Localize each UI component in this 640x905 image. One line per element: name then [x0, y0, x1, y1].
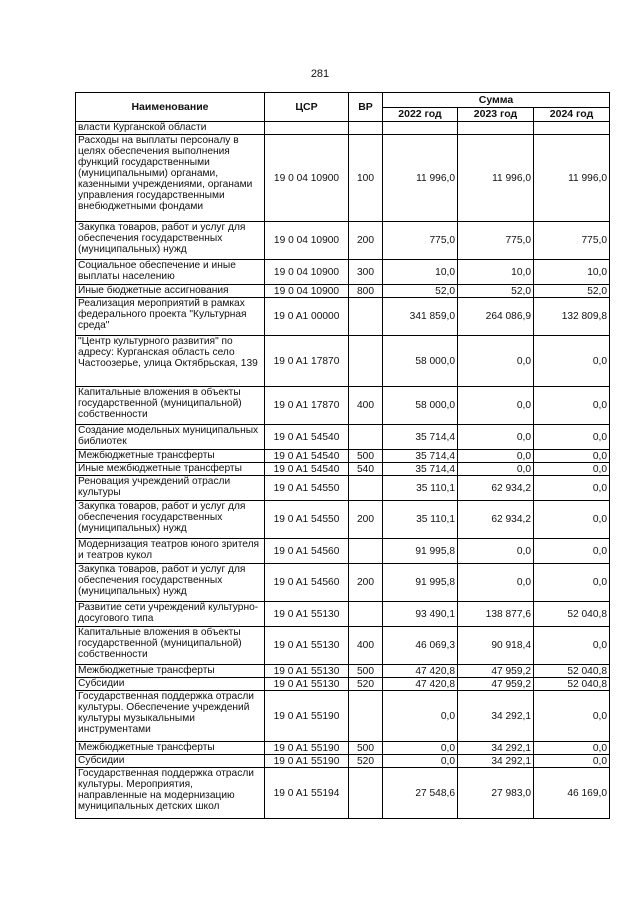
table-row	[76, 298, 610, 336]
name-cell: власти Курганской области	[76, 122, 265, 135]
amount-2024-cell: 0,0	[534, 501, 610, 539]
amount-2022-cell: 775,0	[383, 222, 458, 260]
amount-2024-cell: 0,0	[534, 387, 610, 425]
amount-2022-cell: 58 000,0	[383, 336, 458, 387]
amount-2022-cell: 11 996,0	[383, 135, 458, 222]
amount-2022-cell: 93 490,1	[383, 602, 458, 627]
header-year-2023: 2023 год	[458, 108, 534, 122]
amount-2023-cell: 0,0	[458, 425, 534, 450]
amount-2022-cell: 35 110,1	[383, 501, 458, 539]
table-row	[76, 678, 610, 691]
amount-2022-cell: 58 000,0	[383, 387, 458, 425]
amount-2022-cell: 35 714,4	[383, 463, 458, 476]
name-cell: Закупка товаров, работ и услуг для обеспечения государственных (муниципальных) нужд	[76, 501, 265, 539]
header-year-2022: 2022 год	[383, 108, 458, 122]
vr-cell: 400	[349, 387, 383, 425]
vr-cell: 200	[349, 501, 383, 539]
table-row	[76, 425, 610, 450]
name-cell: Капитальные вложения в объекты государственной (муниципальной) собственности	[76, 387, 265, 425]
amount-2023-cell: 775,0	[458, 222, 534, 260]
csr-cell: 19 0 A1 17870	[265, 336, 349, 387]
amount-2023-cell: 0,0	[458, 450, 534, 463]
vr-cell: 400	[349, 627, 383, 665]
table-row	[76, 602, 610, 627]
csr-cell: 19 0 A1 54560	[265, 539, 349, 564]
vr-cell: 500	[349, 742, 383, 755]
amount-2022-cell: 46 069,3	[383, 627, 458, 665]
vr-cell	[349, 122, 383, 135]
amount-2022-cell	[383, 122, 458, 135]
name-cell: Межбюджетные трансферты	[76, 665, 265, 678]
csr-cell: 19 0 A1 54550	[265, 501, 349, 539]
amount-2024-cell	[534, 122, 610, 135]
amount-2024-cell: 0,0	[534, 463, 610, 476]
budget-table	[75, 92, 610, 819]
amount-2023-cell: 0,0	[458, 387, 534, 425]
amount-2023-cell: 10,0	[458, 260, 534, 285]
vr-cell: 800	[349, 285, 383, 298]
csr-cell: 19 0 A1 54540	[265, 450, 349, 463]
vr-cell	[349, 768, 383, 819]
name-cell: Развитие сети учреждений культурно-досугового типа	[76, 602, 265, 627]
table-row	[76, 260, 610, 285]
amount-2024-cell: 0,0	[534, 755, 610, 768]
vr-cell: 520	[349, 755, 383, 768]
amount-2023-cell: 0,0	[458, 539, 534, 564]
amount-2024-cell: 0,0	[534, 539, 610, 564]
amount-2022-cell: 35 110,1	[383, 476, 458, 501]
amount-2022-cell: 52,0	[383, 285, 458, 298]
amount-2023-cell: 34 292,1	[458, 755, 534, 768]
amount-2023-cell: 90 918,4	[458, 627, 534, 665]
table-row	[76, 691, 610, 742]
vr-cell	[349, 476, 383, 501]
table-row	[76, 627, 610, 665]
table-row	[76, 336, 610, 387]
table-row	[76, 755, 610, 768]
amount-2024-cell: 0,0	[534, 476, 610, 501]
amount-2022-cell: 0,0	[383, 755, 458, 768]
amount-2023-cell: 34 292,1	[458, 742, 534, 755]
name-cell: Государственная поддержка отрасли культуры. Мероприятия, направленные на модернизацию муниципальных детских школ	[76, 768, 265, 819]
amount-2023-cell: 52,0	[458, 285, 534, 298]
amount-2023-cell	[458, 122, 534, 135]
amount-2022-cell: 27 548,6	[383, 768, 458, 819]
amount-2024-cell: 775,0	[534, 222, 610, 260]
vr-cell: 300	[349, 260, 383, 285]
csr-cell: 19 0 A1 54540	[265, 425, 349, 450]
amount-2024-cell: 11 996,0	[534, 135, 610, 222]
amount-2024-cell: 52 040,8	[534, 602, 610, 627]
vr-cell	[349, 336, 383, 387]
csr-cell: 19 0 04 10900	[265, 285, 349, 298]
amount-2022-cell: 341 859,0	[383, 298, 458, 336]
vr-cell: 200	[349, 222, 383, 260]
csr-cell: 19 0 A1 55130	[265, 665, 349, 678]
name-cell: Закупка товаров, работ и услуг для обеспечения государственных (муниципальных) нужд	[76, 222, 265, 260]
csr-cell: 19 0 A1 55190	[265, 742, 349, 755]
amount-2024-cell: 10,0	[534, 260, 610, 285]
amount-2024-cell: 46 169,0	[534, 768, 610, 819]
name-cell: Межбюджетные трансферты	[76, 742, 265, 755]
csr-cell: 19 0 A1 54550	[265, 476, 349, 501]
amount-2022-cell: 10,0	[383, 260, 458, 285]
header-name: Наименование	[76, 93, 265, 122]
amount-2022-cell: 91 995,8	[383, 539, 458, 564]
amount-2024-cell: 0,0	[534, 336, 610, 387]
amount-2024-cell: 0,0	[534, 742, 610, 755]
amount-2023-cell: 11 996,0	[458, 135, 534, 222]
vr-cell	[349, 298, 383, 336]
header-vr: ВР	[349, 93, 383, 122]
amount-2022-cell: 47 420,8	[383, 665, 458, 678]
table-row	[76, 285, 610, 298]
amount-2023-cell: 47 959,2	[458, 678, 534, 691]
name-cell: "Центр культурного развития" по адресу: Курганская область село Частоозерье, улица Октябрьская, 139	[76, 336, 265, 387]
budget-table-body	[76, 122, 610, 819]
csr-cell	[265, 122, 349, 135]
csr-cell: 19 0 A1 00000	[265, 298, 349, 336]
vr-cell: 540	[349, 463, 383, 476]
amount-2022-cell: 0,0	[383, 742, 458, 755]
amount-2022-cell: 47 420,8	[383, 678, 458, 691]
name-cell: Расходы на выплаты персоналу в целях обеспечения выполнения функций государственными (муниципальными) органами, казенными учреждениями, органами управления государственными внебюджетными фондами	[76, 135, 265, 222]
csr-cell: 19 0 A1 17870	[265, 387, 349, 425]
table-row	[76, 742, 610, 755]
amount-2023-cell: 138 877,6	[458, 602, 534, 627]
csr-cell: 19 0 A1 55190	[265, 691, 349, 742]
amount-2024-cell: 0,0	[534, 691, 610, 742]
vr-cell: 500	[349, 665, 383, 678]
vr-cell: 520	[349, 678, 383, 691]
amount-2024-cell: 0,0	[534, 564, 610, 602]
page-number: 281	[310, 68, 330, 80]
name-cell: Иные межбюджетные трансферты	[76, 463, 265, 476]
amount-2023-cell: 34 292,1	[458, 691, 534, 742]
table-row	[76, 463, 610, 476]
amount-2022-cell: 91 995,8	[383, 564, 458, 602]
header-csr: ЦСР	[265, 93, 349, 122]
vr-cell	[349, 539, 383, 564]
amount-2023-cell: 264 086,9	[458, 298, 534, 336]
name-cell: Социальное обеспечение и иные выплаты населению	[76, 260, 265, 285]
table-row	[76, 476, 610, 501]
table-row	[76, 222, 610, 260]
amount-2023-cell: 62 934,2	[458, 501, 534, 539]
table-row	[76, 768, 610, 819]
amount-2024-cell: 0,0	[534, 425, 610, 450]
name-cell: Модернизация театров юного зрителя и театров кукол	[76, 539, 265, 564]
header-sum: Сумма	[383, 93, 610, 108]
table-row	[76, 501, 610, 539]
csr-cell: 19 0 A1 55190	[265, 755, 349, 768]
csr-cell: 19 0 A1 55194	[265, 768, 349, 819]
name-cell: Субсидии	[76, 678, 265, 691]
csr-cell: 19 0 A1 54560	[265, 564, 349, 602]
csr-cell: 19 0 A1 55130	[265, 602, 349, 627]
table-row	[76, 450, 610, 463]
header-year-2024: 2024 год	[534, 108, 610, 122]
vr-cell: 100	[349, 135, 383, 222]
name-cell: Межбюджетные трансферты	[76, 450, 265, 463]
amount-2023-cell: 62 934,2	[458, 476, 534, 501]
table-row	[76, 122, 610, 135]
amount-2024-cell: 52 040,8	[534, 665, 610, 678]
table-row	[76, 665, 610, 678]
name-cell: Государственная поддержка отрасли культуры. Обеспечение учреждений культуры музыкальными инструментами	[76, 691, 265, 742]
vr-cell	[349, 602, 383, 627]
name-cell: Закупка товаров, работ и услуг для обеспечения государственных (муниципальных) нужд	[76, 564, 265, 602]
amount-2022-cell: 35 714,4	[383, 450, 458, 463]
csr-cell: 19 0 A1 55130	[265, 627, 349, 665]
amount-2023-cell: 0,0	[458, 463, 534, 476]
amount-2022-cell: 35 714,4	[383, 425, 458, 450]
vr-cell: 200	[349, 564, 383, 602]
name-cell: Капитальные вложения в объекты государственной (муниципальной) собственности	[76, 627, 265, 665]
table-row	[76, 387, 610, 425]
vr-cell	[349, 691, 383, 742]
csr-cell: 19 0 A1 54540	[265, 463, 349, 476]
name-cell: Субсидии	[76, 755, 265, 768]
name-cell: Иные бюджетные ассигнования	[76, 285, 265, 298]
name-cell: Реализация мероприятий в рамках федерального проекта "Культурная среда"	[76, 298, 265, 336]
name-cell: Создание модельных муниципальных библиотек	[76, 425, 265, 450]
name-cell: Реновация учреждений отрасли культуры	[76, 476, 265, 501]
amount-2024-cell: 0,0	[534, 627, 610, 665]
amount-2024-cell: 132 809,8	[534, 298, 610, 336]
amount-2023-cell: 0,0	[458, 564, 534, 602]
csr-cell: 19 0 04 10900	[265, 135, 349, 222]
amount-2024-cell: 52,0	[534, 285, 610, 298]
vr-cell	[349, 425, 383, 450]
csr-cell: 19 0 04 10900	[265, 222, 349, 260]
amount-2023-cell: 27 983,0	[458, 768, 534, 819]
table-row	[76, 539, 610, 564]
vr-cell: 500	[349, 450, 383, 463]
amount-2023-cell: 47 959,2	[458, 665, 534, 678]
csr-cell: 19 0 04 10900	[265, 260, 349, 285]
amount-2023-cell: 0,0	[458, 336, 534, 387]
table-row	[76, 135, 610, 222]
table-row	[76, 564, 610, 602]
amount-2022-cell: 0,0	[383, 691, 458, 742]
amount-2024-cell: 0,0	[534, 450, 610, 463]
csr-cell: 19 0 A1 55130	[265, 678, 349, 691]
amount-2024-cell: 52 040,8	[534, 678, 610, 691]
